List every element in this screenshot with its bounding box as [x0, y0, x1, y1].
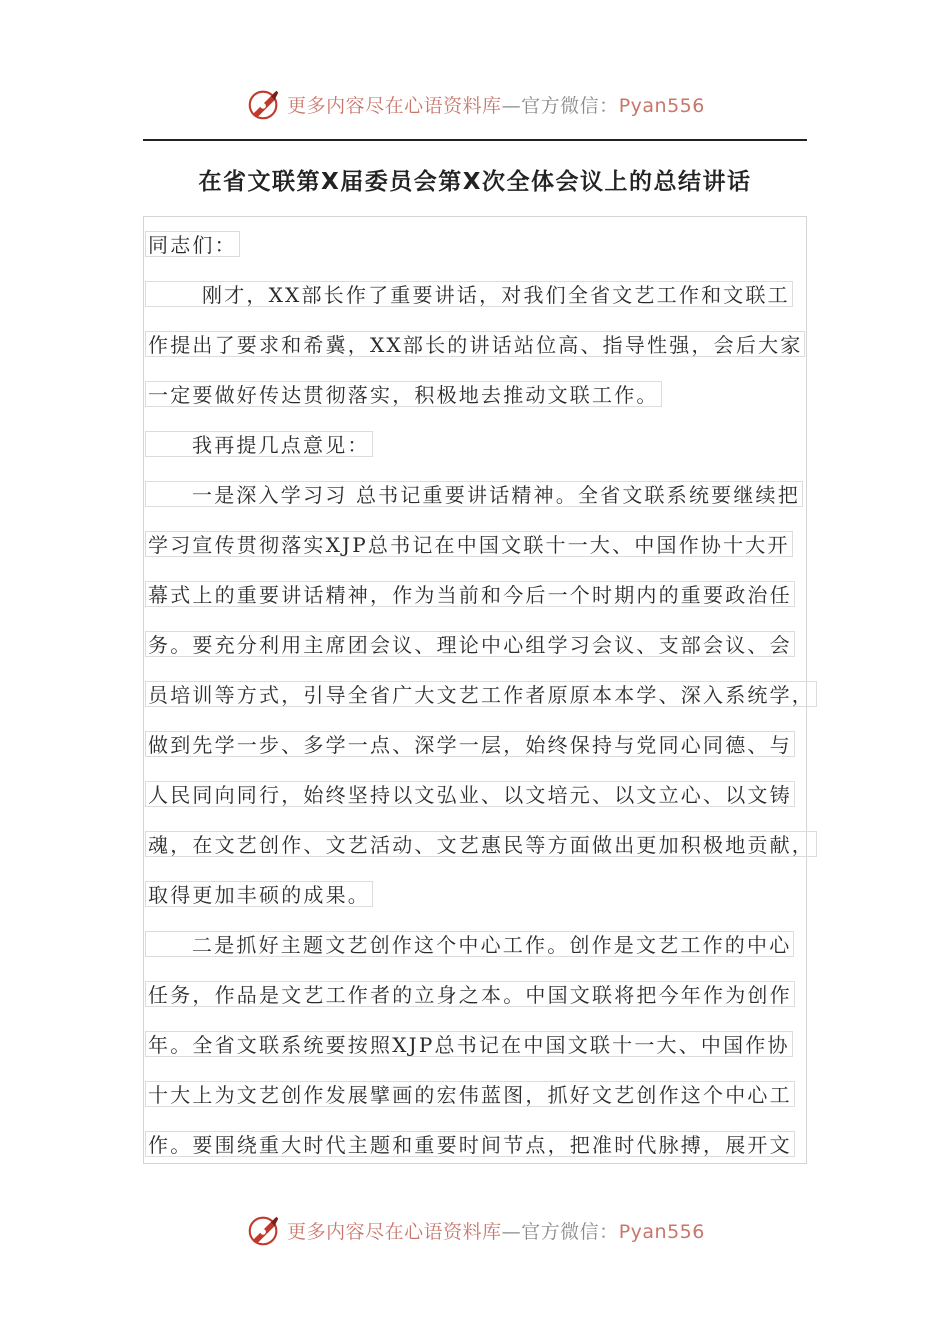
- body-line-11: 做到先学一步、多学一点、深学一层，始终保持与党同心同德、与: [145, 731, 795, 757]
- document-title: 在省文联第X届委员会第X次全体会议上的总结讲话: [198, 169, 752, 195]
- body-line-5: 我再提几点意见：: [145, 431, 373, 457]
- body-line-7: 学习宣传贯彻落实XJP总书记在中国文联十一大、中国作协十大开: [145, 531, 793, 557]
- banner-separator: —: [501, 1220, 522, 1243]
- body-line-4: 一定要做好传达贯彻落实，积极地去推动文联工作。: [145, 381, 662, 407]
- body-line-17: 年。全省文联系统要按照XJP总书记在中国文联十一大、中国作协: [145, 1031, 793, 1057]
- body-line-18: 十大上为文艺创作发展擘画的宏伟蓝图，抓好文艺创作这个中心工: [145, 1081, 795, 1107]
- banner-wechat-label: 官方微信：: [521, 1220, 619, 1243]
- footer-banner: [0, 1208, 950, 1252]
- banner-wechat-label: 官方微信：: [521, 94, 619, 117]
- pen-logo-icon: [245, 1211, 283, 1249]
- banner-text: [287, 1217, 705, 1244]
- body-line-6: 一是深入学习习 总书记重要讲话精神。全省文联系统要继续把: [145, 481, 803, 507]
- body-line-14: 取得更加丰硕的成果。: [145, 881, 373, 907]
- banner-wechat-id: Pyan556: [618, 1220, 705, 1243]
- header-banner: [0, 82, 950, 126]
- body-line-8: 幕式上的重要讲话精神，作为当前和今后一个时期内的重要政治任: [145, 581, 795, 607]
- body-line-9: 务。要充分利用主席团会议、理论中心组学习会议、支部会议、会: [145, 631, 795, 657]
- body-line-2: 刚才，XX部长作了重要讲话，对我们全省文艺工作和文联工: [145, 281, 793, 307]
- banner-separator: —: [501, 94, 522, 117]
- body-line-10: 员培训等方式，引导全省广大文艺工作者原原本本学、深入系统学，: [145, 681, 817, 707]
- banner-main-text: 更多内容尽在心语资料库: [287, 94, 502, 117]
- body-line-15: 二是抓好主题文艺创作这个中心工作。创作是文艺工作的中心: [145, 931, 794, 957]
- body-line-1: 同志们：: [145, 231, 240, 257]
- body-line-19: 作。要围绕重大时代主题和重要时间节点，把准时代脉搏，展开文: [145, 1131, 795, 1157]
- body-line-3: 作提出了要求和希冀，XX部长的讲话站位高、指导性强，会后大家: [145, 331, 805, 357]
- body-line-12: 人民同向同行，始终坚持以文弘业、以文培元、以文立心、以文铸: [145, 781, 795, 807]
- banner-wechat-id: Pyan556: [618, 94, 705, 117]
- body-line-16: 任务，作品是文艺工作者的立身之本。中国文联将把今年作为创作: [145, 981, 795, 1007]
- header-rule: [143, 139, 807, 141]
- banner-main-text: 更多内容尽在心语资料库: [287, 1220, 502, 1243]
- body-line-13: 魂，在文艺创作、文艺活动、文艺惠民等方面做出更加积极地贡献，: [145, 831, 817, 857]
- pen-logo-icon: [245, 85, 283, 123]
- banner-text: [287, 91, 705, 118]
